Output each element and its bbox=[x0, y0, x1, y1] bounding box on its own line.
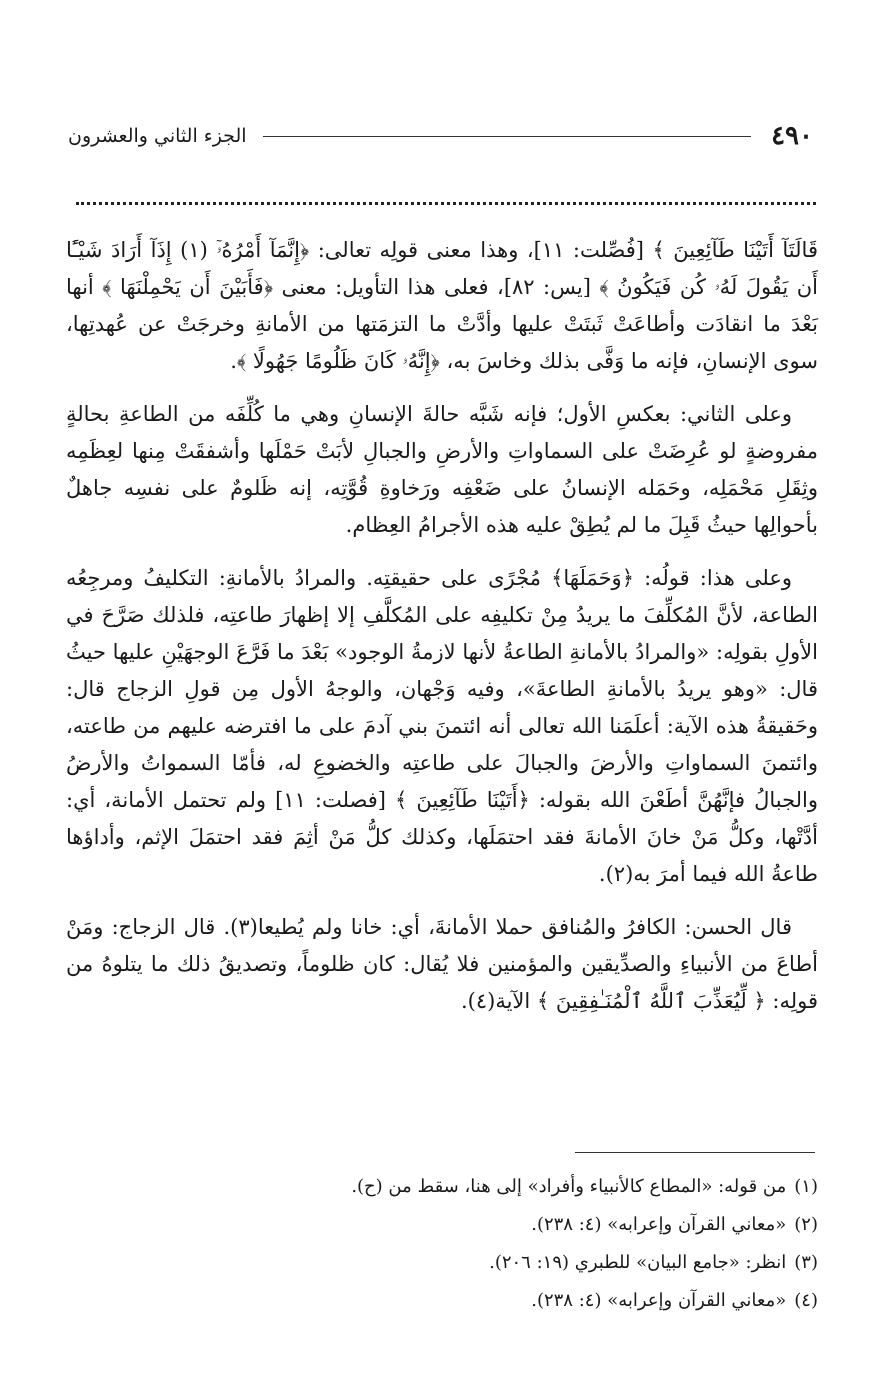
footnote-separator bbox=[575, 1152, 815, 1153]
main-text bbox=[66, 232, 818, 1036]
paragraph: قال الحسن: الكافرُ والمُنافق حملا الأمانةَ، أي: خانا ولم يُطيعا(٣). قال الزجاج: ومَنْ أطاعَ من الأنبياءِ والصدِّيقين والمؤمنين فلا يُقال: كان ظلوماً، وتصديقُ ذلك ما يتلوهُ من قولِه: ﴿ لِّيُعَذِّبَ ٱللَّهُ ٱلْمُنَـٰفِقِينَ ﴾ الآية(٤). bbox=[66, 915, 818, 1013]
footnote bbox=[66, 1168, 818, 1206]
footnote-number: (٣) bbox=[794, 1252, 818, 1273]
footnote-number: (٢) bbox=[794, 1214, 818, 1235]
footnote bbox=[66, 1282, 818, 1320]
header-rule bbox=[263, 136, 752, 137]
footnote-number: (٤) bbox=[794, 1290, 818, 1311]
footnote-text: «معاني القرآن وإعرابه» (٤: ٢٣٨). bbox=[531, 1214, 787, 1235]
paragraph: قَالَتَآ أَتَيْنَا طَآئِعِينَ ﴾ [فُصِّلت: ١١]، وهذا معنى قولِه تعالى: ﴿إِنَّمَآ أَمْرُهُۥٓ (١) إِذَآ أَرَادَ شَيْـًٔا أَن يَقُولَ لَهُۥ كُن فَيَكُونُ ﴾ [يس: ٨٢]، فعلى هذا التأويل: معنى ﴿فَأَبَيْنَ أَن يَحْمِلْنَهَا ﴾ أنها بَعْدَ ما انقادَت وأطاعَتْ ثَبتَتْ عليها وأدَّتْ ما التزمَتها من الأمانةِ وخرجَتْ عن عُهدتِها، سوى الإنسانِ، فإنه ما وَفَّى بذلك وخاسَ به، ﴿إِنَّهُۥ كَانَ ظَلُومًا جَهُولًا ﴾. bbox=[66, 238, 818, 373]
page-number: ٤٩٠ bbox=[771, 121, 813, 151]
running-title: الجزء الثاني والعشرون bbox=[68, 125, 247, 147]
running-head bbox=[68, 118, 813, 154]
footnote bbox=[66, 1206, 818, 1244]
footnote-text: انظر: «جامع البيان» للطبري (١٩: ٢٠٦). bbox=[489, 1252, 787, 1273]
paragraph: وعلى هذا: قولُه: ﴿وَحَمَلَهَا﴾ مُجْرًى على حقيقتِه. والمرادُ بالأمانةِ: التكليفُ ومرجِعُه الطاعة، لأنَّ المُكلِّفَ ما يريدُ مِنْ تكليفِه على المُكلَّفِ إلا إظهارَ طاعتِه، فلذلك صَرَّحَ في الأولِ بقولِه: «والمرادُ بالأمانةِ الطاعةُ لأنها لازمةُ الوجود» بَعْدَ ما فَرَّعَ الوجهَيْنِ عليها حيثُ قال: «وهو يريدُ بالأمانةِ الطاعةَ»، وفيه وَجْهان، والوجهُ الأول مِن قولِ الزجاج قال: وحَقيقةُ هذه الآية: أعلَمَنا الله تعالى أنه ائتمنَ بني آدمَ على ما افترضه عليهم من طاعته، وائتمنَ السماواتِ والأرضَ والجبالَ على طاعتِه والخضوعِ له، فأمّا السمواتُ والأرضُ والجبالُ فإنَّهُنَّ أطَعْنَ الله بقوله: ﴿أَتَيْنَا طَآئِعِينَ ﴾ [فصلت: ١١] ولم تحتمل الأمانة، أي: أدَّتْها، وكلُّ مَنْ خانَ الأمانةَ فقد احتمَلَها، وكذلك كلُّ مَنْ أثِمَ فقد احتمَلَ الإثم، وأداؤها طاعةُ الله فيما أمرَ به(٢). bbox=[66, 566, 818, 886]
footnote-number: (١) bbox=[794, 1176, 818, 1197]
footnote bbox=[66, 1244, 818, 1282]
footnote-text: من قوله: «المطاع كالأنبياء وأفراد» إلى هنا، سقط من (ح). bbox=[351, 1176, 787, 1197]
footnote-text: «معاني القرآن وإعرابه» (٤: ٢٣٨). bbox=[531, 1290, 787, 1311]
dotted-separator bbox=[76, 202, 816, 205]
footnotes bbox=[66, 1168, 818, 1320]
paragraph: وعلى الثاني: بعكسِ الأول؛ فإنه شَبَّه حالةَ الإنسانِ وهي ما كُلِّفَه من الطاعةِ بحالةٍ مفروضةٍ لو عُرِضَتْ على السماواتِ والأرضِ والجبالِ لأبَتْ حَمْلَها وأشفقَتْ مِنها لعِظَمِه وثِقَلِ مَحْمَلِه، وحَمَله الإنسانُ على ضَعْفِه ورَخاوةِ قُوَّتِه، إنه ظَلومٌ على نفسِه جاهلٌ بأحوالِها حيثُ قَبِلَ ما لم يُطِقْ عليه هذه الأجرامُ العِظام. bbox=[66, 402, 818, 537]
